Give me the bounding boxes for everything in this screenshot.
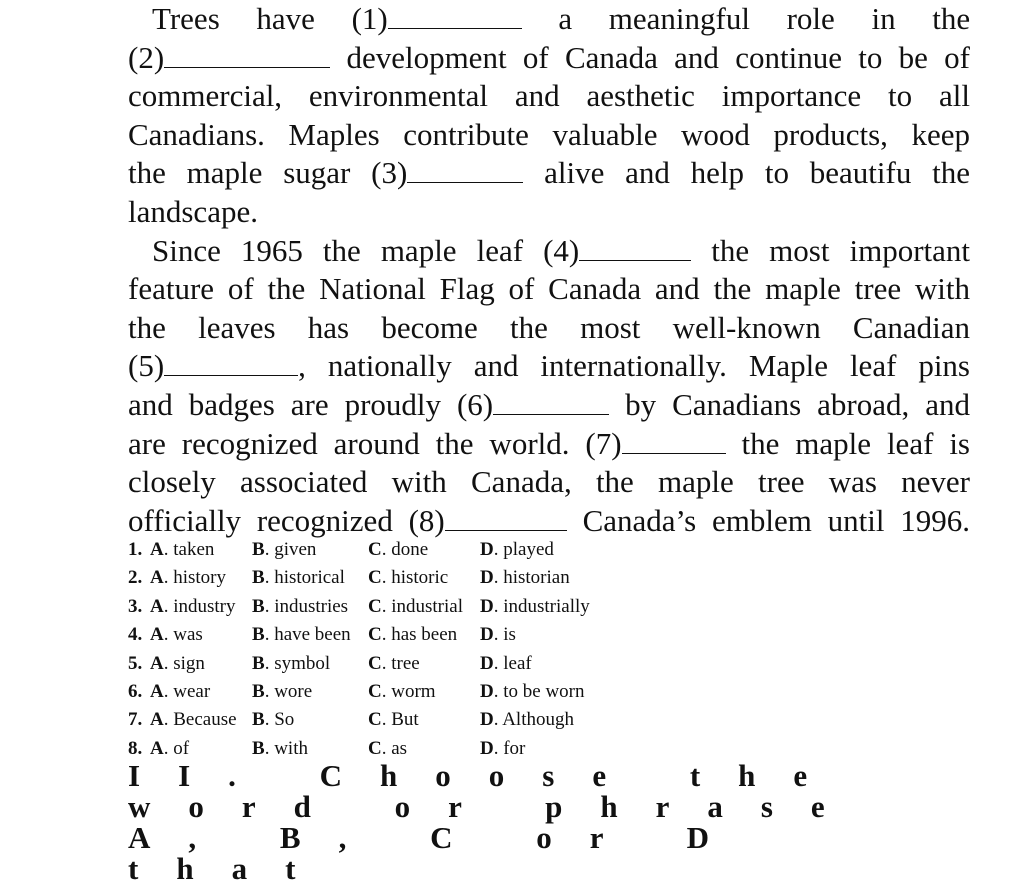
option-text: was xyxy=(173,624,203,646)
passage-line xyxy=(128,347,970,386)
passage-line: landscape. xyxy=(128,193,258,229)
option-text: is xyxy=(503,624,516,646)
option-choice-d[interactable]: D. played xyxy=(480,539,554,560)
passage-text: Since 1965 the maple leaf (4) xyxy=(152,232,580,268)
option-letter: B xyxy=(252,595,265,617)
answer-blank-5[interactable] xyxy=(164,349,298,376)
option-text: industrial xyxy=(391,595,464,617)
passage-line: closely associated with Canada, the maple tree was never xyxy=(128,464,970,500)
question-number: 5. xyxy=(128,652,143,674)
option-choice-c[interactable]: C. But xyxy=(368,709,419,731)
question-number: 7. xyxy=(128,709,143,731)
option-letter: D xyxy=(480,680,494,702)
passage-text: , nationally and internationally. Maple leaf pins xyxy=(298,348,970,384)
passage-word: in xyxy=(871,1,896,36)
answer-blank-1[interactable] xyxy=(388,2,522,29)
option-text: symbol xyxy=(274,652,331,674)
option-row-2 xyxy=(128,564,648,592)
blank-number: (2) xyxy=(128,39,165,75)
option-letter: C xyxy=(368,709,382,731)
passage-line xyxy=(128,0,970,39)
option-row-5 xyxy=(128,650,648,678)
option-choice-a[interactable]: A. industry xyxy=(150,595,236,617)
option-text: industry xyxy=(173,595,236,617)
option-row-3 xyxy=(128,593,648,621)
answer-blank-7[interactable] xyxy=(622,427,726,454)
option-letter: A xyxy=(150,567,164,589)
option-text: industries xyxy=(274,595,349,617)
option-text: So xyxy=(274,709,295,731)
passage-word xyxy=(128,426,726,461)
option-choice-d[interactable]: D. leaf xyxy=(480,652,532,674)
option-choice-b[interactable]: B. with xyxy=(252,737,308,759)
passage-text: alive and help to beautifu the xyxy=(544,155,970,191)
option-text: of xyxy=(173,737,190,759)
passage-text: the maple leaf is xyxy=(741,425,970,461)
passage-word: meaningful xyxy=(608,1,750,36)
option-letter: A xyxy=(150,737,164,759)
blank-number: (5) xyxy=(128,348,165,384)
option-text: historic xyxy=(391,567,449,589)
option-text: industrially xyxy=(503,595,590,617)
passage-word xyxy=(128,40,330,75)
option-choice-d[interactable]: D. industrially xyxy=(480,595,590,617)
option-letter: D xyxy=(480,624,494,646)
next-section-heading: II. Choose the word or phrase A, B, C or D that xyxy=(128,758,863,886)
option-row-6 xyxy=(128,678,648,706)
option-letter: C xyxy=(368,652,382,674)
option-row-4 xyxy=(128,621,648,649)
option-text: sign xyxy=(173,652,205,674)
option-text: to be worn xyxy=(503,680,585,702)
option-letter: B xyxy=(252,567,265,589)
option-choice-c[interactable]: C. industrial xyxy=(368,595,464,617)
option-text: for xyxy=(503,737,526,759)
answer-options-table xyxy=(128,536,648,763)
option-choice-d[interactable]: D. is xyxy=(480,624,516,646)
option-choice-a[interactable]: A. history xyxy=(150,567,227,589)
question-number: 6. xyxy=(128,680,143,702)
option-choice-c[interactable]: C. worm xyxy=(368,680,436,702)
passage-word: have xyxy=(256,1,315,36)
passage-text: the maple sugar (3) xyxy=(128,155,408,191)
option-letter: C xyxy=(368,737,382,759)
option-text: leaf xyxy=(503,652,532,674)
passage-line xyxy=(128,39,970,78)
option-letter: C xyxy=(368,624,382,646)
option-letter: B xyxy=(252,709,265,731)
option-choice-c[interactable]: C. done xyxy=(368,539,429,560)
option-text: worm xyxy=(391,680,436,702)
option-letter: D xyxy=(480,709,494,731)
passage-word xyxy=(152,233,691,268)
option-letter: C xyxy=(368,539,382,560)
passage-word xyxy=(128,387,609,422)
option-choice-c[interactable]: C. has been xyxy=(368,624,458,646)
option-letter: B xyxy=(252,680,265,702)
option-text: given xyxy=(274,539,317,560)
option-text: historical xyxy=(274,567,345,589)
option-choice-a[interactable]: A. was xyxy=(150,624,203,646)
option-choice-d[interactable]: D. to be worn xyxy=(480,680,585,702)
passage-line xyxy=(128,154,970,193)
option-letter: A xyxy=(150,709,164,731)
answer-blank-4[interactable] xyxy=(579,234,691,261)
answer-blank-6[interactable] xyxy=(493,388,609,415)
passage-text: and badges are proudly (6) xyxy=(128,386,494,422)
option-text: wear xyxy=(173,680,211,702)
option-letter: C xyxy=(368,595,382,617)
option-choice-b[interactable]: B. given xyxy=(252,539,317,560)
option-text: played xyxy=(503,539,554,560)
option-letter: D xyxy=(480,737,494,759)
passage-word xyxy=(128,155,523,190)
option-letter: D xyxy=(480,595,494,617)
option-choice-b[interactable]: B. wore xyxy=(252,680,313,702)
option-letter: C xyxy=(368,567,382,589)
question-number: 8. xyxy=(128,737,143,759)
option-choice-b[interactable]: B. have been xyxy=(252,624,351,646)
passage-line xyxy=(128,425,970,464)
option-text: Although xyxy=(502,709,574,731)
option-choice-a[interactable]: A. sign xyxy=(150,652,205,674)
question-number: 2. xyxy=(128,567,143,589)
question-number: 3. xyxy=(128,595,143,617)
option-text: has been xyxy=(391,624,458,646)
option-text: as xyxy=(391,737,408,759)
option-choice-b[interactable]: B. industries xyxy=(252,595,349,617)
option-choice-b[interactable]: B. So xyxy=(252,709,295,731)
passage-line: commercial, environmental and aesthetic importance to all xyxy=(128,78,970,114)
option-letter: A xyxy=(150,539,164,560)
option-choice-a[interactable]: A. of xyxy=(150,737,190,759)
question-number: 4. xyxy=(128,624,143,646)
passage-line: feature of the National Flag of Canada and the maple tree with xyxy=(128,271,970,307)
option-letter: A xyxy=(150,652,164,674)
reading-passage xyxy=(128,0,970,540)
option-choice-b[interactable]: B. symbol xyxy=(252,652,331,674)
option-letter: A xyxy=(150,624,164,646)
question-number: 1. xyxy=(128,539,143,560)
passage-line: the leaves has become the most well-known Canadian xyxy=(128,309,970,345)
passage-line: Canadians. Maples contribute valuable wood products, keep xyxy=(128,116,970,152)
passage-word: role xyxy=(786,1,835,36)
option-letter: A xyxy=(150,595,164,617)
option-letter: B xyxy=(252,652,265,674)
passage-line xyxy=(128,232,970,271)
option-text: have been xyxy=(274,624,351,646)
option-text: historian xyxy=(503,567,570,589)
option-text: But xyxy=(391,709,419,731)
passage-text: Canada’s emblem until 1996. xyxy=(582,502,971,538)
option-text: history xyxy=(173,567,227,589)
option-letter: C xyxy=(368,680,382,702)
option-text: taken xyxy=(173,539,215,560)
option-letter: D xyxy=(480,652,494,674)
option-row-7 xyxy=(128,706,648,734)
answer-blank-8[interactable] xyxy=(445,504,567,531)
answer-blank-3[interactable] xyxy=(407,156,523,183)
option-text: wore xyxy=(274,680,313,702)
option-choice-d[interactable]: D. for xyxy=(480,737,526,759)
passage-word: Trees xyxy=(152,1,220,36)
option-choice-d[interactable]: D. historian xyxy=(480,567,570,589)
option-letter: D xyxy=(480,539,494,560)
option-choice-b[interactable]: B. historical xyxy=(252,567,345,589)
passage-text: officially recognized (8) xyxy=(128,502,445,538)
answer-blank-2[interactable] xyxy=(164,41,330,68)
passage-text: are recognized around the world. (7) xyxy=(128,425,622,461)
blank-number: (1) xyxy=(351,1,388,36)
option-letter: B xyxy=(252,737,265,759)
option-choice-c[interactable]: C. historic xyxy=(368,567,449,589)
option-text: done xyxy=(391,539,429,560)
option-text: tree xyxy=(391,652,420,674)
option-letter: A xyxy=(150,680,164,702)
passage-text: development of Canada and continue to be of xyxy=(346,39,970,75)
option-letter: D xyxy=(480,567,494,589)
option-text: with xyxy=(274,737,308,759)
passage-word: the xyxy=(932,1,971,36)
passage-line xyxy=(128,502,970,541)
passage-word xyxy=(128,348,970,383)
passage-word xyxy=(352,1,522,36)
passage-text: the most important xyxy=(711,232,970,268)
passage-word xyxy=(128,503,567,538)
option-choice-a[interactable]: A. taken xyxy=(150,539,215,560)
option-row-1 xyxy=(128,536,648,564)
option-letter: B xyxy=(252,624,265,646)
option-text: Because xyxy=(173,709,237,731)
passage-text: by Canadians abroad, and xyxy=(625,386,970,422)
next-section-heading-cutoff xyxy=(128,758,988,886)
passage-line xyxy=(128,386,970,425)
option-choice-a[interactable]: A. Because xyxy=(150,709,237,731)
passage-word: a xyxy=(558,1,573,36)
option-choice-a[interactable]: A. wear xyxy=(150,680,211,702)
option-letter: B xyxy=(252,539,265,560)
option-choice-c[interactable]: C. tree xyxy=(368,652,420,674)
option-choice-c[interactable]: C. as xyxy=(368,737,408,759)
option-choice-d[interactable]: D. Although xyxy=(480,709,574,731)
